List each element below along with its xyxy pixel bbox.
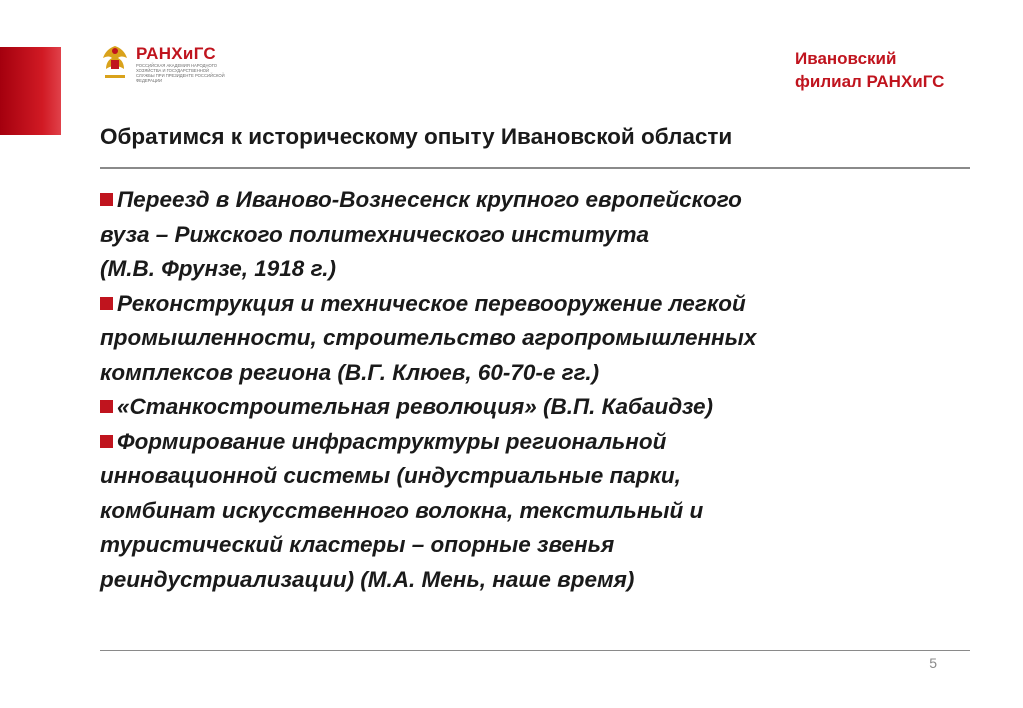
item-line: «Станкостроительная революция» (В.П. Кабаидзе) (117, 394, 714, 419)
list-item (100, 183, 970, 287)
branch-line-1: Ивановский (795, 49, 897, 68)
slide-title: Обратимся к историческому опыту Ивановской области (100, 124, 733, 149)
square-bullet-icon (100, 435, 113, 448)
logo-name: РАНХиГС (136, 44, 216, 63)
item-line: Формирование инфраструктуры региональной (117, 428, 667, 454)
red-accent-bar (0, 47, 61, 135)
item-line: вуза – Рижского политехнического института (100, 221, 650, 247)
bullet-list (100, 183, 970, 597)
item-line: Реконструкция и техническое перевооружение легкой (117, 290, 746, 316)
square-bullet-icon (100, 297, 113, 310)
item-line: инновационной системы (индустриальные парки, (100, 463, 681, 488)
list-item (100, 390, 970, 425)
item-line: реиндустриализации) (М.А. Мень, наше время) (100, 566, 635, 592)
list-item (100, 287, 970, 391)
item-line: комбинат искусственного волокна, текстильный и (100, 497, 704, 523)
footer-divider (100, 650, 970, 651)
square-bullet-icon (100, 193, 113, 206)
item-line: комплексов региона (В.Г. Клюев, 60-70-е гг.) (100, 359, 600, 385)
title-divider (100, 167, 970, 169)
logo-subtitle: РОССИЙСКАЯ АКАДЕМИЯ НАРОДНОГО ХОЗЯЙСТВА И ГОСУДАРСТВЕННОЙ СЛУЖБЫ ПРИ ПРЕЗИДЕНТЕ РОССИЙСКОЙ ФЕДЕРАЦИИ (136, 63, 225, 83)
item-line: туристический кластеры – опорные звенья (100, 532, 615, 557)
item-line: Переезд в Иваново-Вознесенск крупного европейского (117, 187, 742, 212)
list-item (100, 425, 970, 598)
item-line: промышленности, строительство агропромышленных (100, 325, 757, 350)
item-line: (М.В. Фрунзе, 1918 г.) (100, 256, 337, 281)
page-number: 5 (929, 655, 937, 671)
branch-line-2: филиал РАНХиГС (795, 72, 945, 91)
branch-label (795, 47, 971, 93)
square-bullet-icon (100, 400, 113, 413)
